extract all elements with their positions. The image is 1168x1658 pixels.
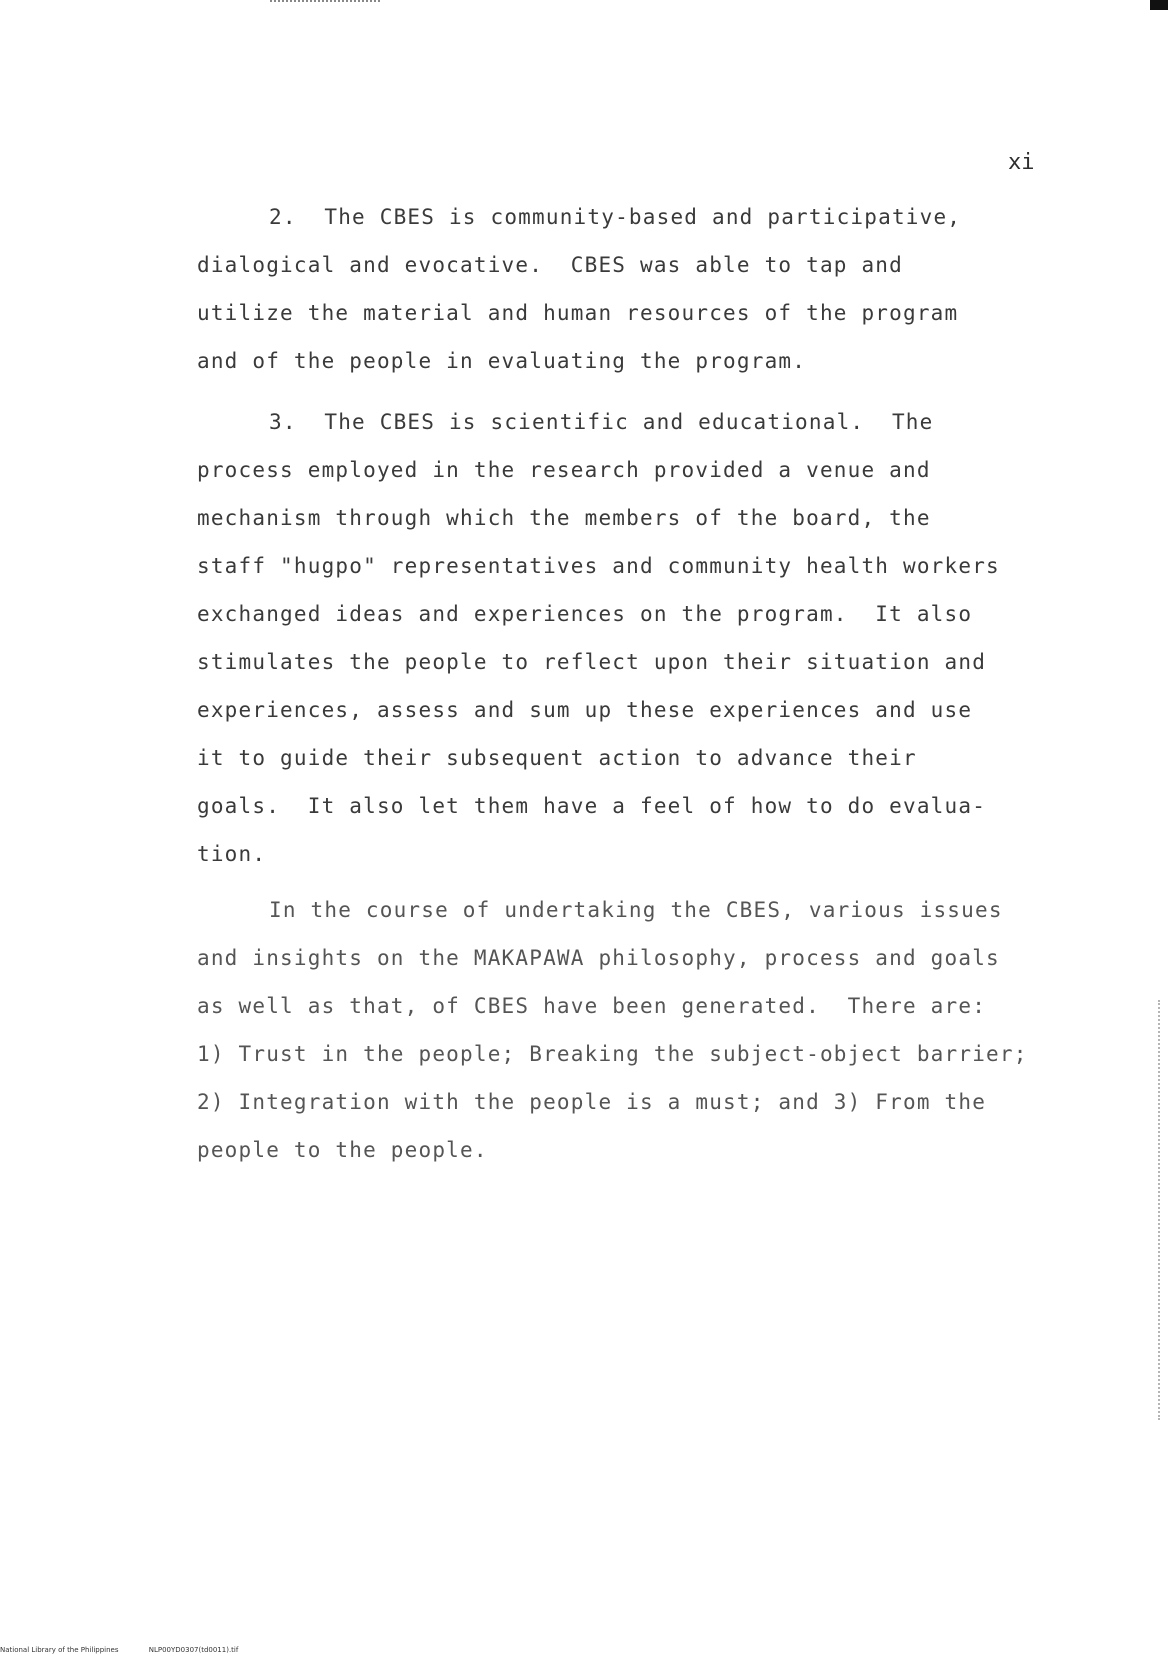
paragraph-line: process employed in the research provided a venue and: [197, 458, 931, 482]
paragraph-line: dialogical and evocative. CBES was able to tap and: [197, 253, 903, 277]
scan-footer: [0, 1646, 238, 1654]
paragraph-line: 1) Trust in the people; Breaking the subject-object barrier;: [197, 1042, 1028, 1066]
scan-corner-mark: [1150, 0, 1168, 10]
scan-top-marks: [270, 0, 380, 5]
paragraph-line: stimulates the people to reflect upon their situation and: [197, 650, 987, 674]
paragraph-line: as well as that, of CBES have been generated. There are:: [197, 994, 987, 1018]
page-number: xi: [1008, 150, 1035, 175]
paragraph-line: exchanged ideas and experiences on the program. It also: [197, 602, 973, 626]
paragraph-conclusion: [197, 886, 1097, 1174]
paragraph-line: 3. The CBES is scientific and educational. The: [269, 410, 934, 434]
paragraph-line: experiences, assess and sum up these experiences and use: [197, 698, 973, 722]
footer-library: National Library of the Philippines: [0, 1646, 119, 1654]
paragraph-point-3: [197, 398, 1097, 878]
scan-edge-dots: [1158, 1000, 1162, 1420]
paragraph-line: 2. The CBES is community-based and participative,: [269, 205, 962, 229]
paragraph-line: tion.: [197, 842, 267, 866]
paragraph-line: people to the people.: [197, 1138, 488, 1162]
paragraph-line: staff "hugpo" representatives and community health workers: [197, 554, 1000, 578]
paragraph-line: and insights on the MAKAPAWA philosophy, process and goals: [197, 946, 1000, 970]
paragraph-line: mechanism through which the members of the board, the: [197, 506, 931, 530]
paragraph-line: it to guide their subsequent action to advance their: [197, 746, 917, 770]
paragraph-line: and of the people in evaluating the program.: [197, 349, 807, 373]
paragraph-line: In the course of undertaking the CBES, various issues: [269, 898, 1003, 922]
paragraph-point-2: [197, 193, 1097, 385]
paragraph-line: utilize the material and human resources of the program: [197, 301, 959, 325]
paragraph-line: goals. It also let them have a feel of how to do evalua-: [197, 794, 987, 818]
paragraph-line: 2) Integration with the people is a must; and 3) From the: [197, 1090, 987, 1114]
footer-file-id: NLP00YD0307(td0011).tif: [148, 1646, 239, 1654]
